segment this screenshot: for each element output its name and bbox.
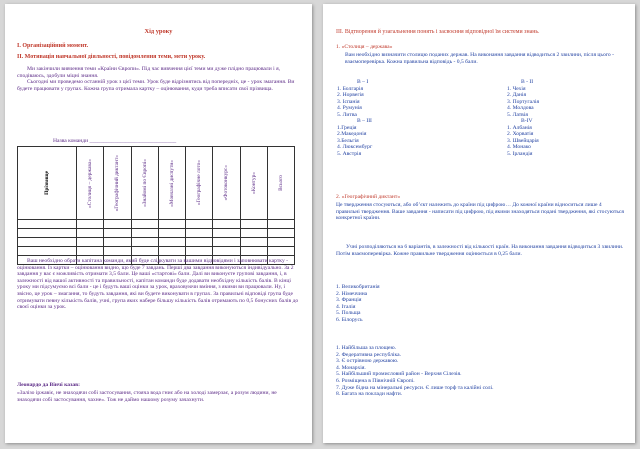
task1-title: 1. «Столиця – держава» (336, 44, 393, 50)
heading-section-3: ІІІ. Відтворення й узагальнення понять і засвоєння відповідної їм системи знань. (336, 29, 540, 35)
col-header: Всього (277, 175, 284, 191)
page-left (5, 4, 312, 443)
heading-organizational: І. Організаційний момент. (17, 43, 89, 49)
quote-text: «Залізо іржавіє, не знаходячи собі застосування, стояча вода гниє або на холоді замерзає, а розум людини, не знаходячи собі застосування, чахне». Тож не даймо нашому розуму зачахнути. (17, 390, 277, 403)
statements-list: 1. Найбільша за площею. 2. Федеративна республіка. 3. Є острівною державою. 4. Монархія. 5. Найбільший промисловий район - Верхня Сілезія. 6. Розміщена в Північній Європі. 7. Дуже бідна на мінеральні ресурси. Є лише торф та калійні солі. 8. Багата на поклади нафти. (336, 345, 494, 398)
heading-motivation: ІІ. Мотивація навчальної діяльності, повідомлення теми, мети уроку. (17, 54, 206, 60)
col-header: «Мовчазні диспути» (168, 159, 175, 207)
page-right (323, 4, 635, 443)
countries-list: 1. Великобританія 2. Німеччина 3. Франція 4. Італія 5. Польща 6. Білорусь (336, 284, 380, 323)
task2-description-2: Учні розподіляються на 6 варіантів, в залежності від кількості країн. На виконання завдання відводиться 3 хвилини. Потім взаємоперевірка. Кожне правильне твердження оцінюється в 0,25 бали. (336, 244, 624, 257)
col-header: «Знайомі по Європі» (141, 159, 148, 207)
variant-2: В - ІІ 1. Чехія 2. Данія 3. Португалія 4. Молдова 5. Латвія (507, 79, 540, 118)
lesson-title: Хід уроку (144, 28, 173, 35)
table-row (18, 238, 295, 247)
instructions-paragraph: Ваш необхідно обрати капітана команди, який буде слідкувати за вашими відповідями і заповнювати картку - оцінювання. Із картки – оцінювання видно, що буде 7 завдань. Перші два завдання виконуються індивідуально. За 2 завдання у вас є можливість отримати 3,5 бали. Це ваші «стартові» бали. Далі ви виконуєте групові завдання, і, в залежності від вашої активності та правильності, капітан команди буде додавати необхідну кількість балів. В кінці уроку ми підсумуємо всі бали - це і будуть ваші оцінки за урок, враховуючи вміння, з якими ви працювали. Ну, і звісно, це урок – змагання, то будуть завдання, які ви будете виконувати в групах. За правильні відповіді група буде отримувати певну кількість балів, учні, група яких набере більшу кількість балів отримають по 0,5 бонусних балів до своєї оцінки за урок. (17, 258, 299, 311)
col-header: Прізвище (44, 171, 50, 195)
task2-description: Це твердження стосуються, або об’єкт належить до країни під цифрою… До кожної країни відноситься лише 4 правильні твердження. Ваше завдання - написати під цифрою, під якими знаходяться подані твердження, які стосуються конкретної країни. (336, 202, 624, 222)
variant-1: В – І 1. Болгарія 2. Норвегія 3. Іспанія 4. Румунія 5. Литва (337, 79, 369, 118)
task2-title: 2. «Географічний диктант» (336, 194, 401, 200)
leonardo-heading: Леонардо да Вінчі казав: (17, 382, 80, 388)
variant-4: В-IV 1. Албанія 2. Хорватія 3. Швейцарія 4. Монако 5. Ірландія (507, 118, 539, 157)
intro-text: Ми закінчили вивчення теми «Країни Європи». Під час вивчення цієї теми ми дуже плідно працювали і я, сподіваюсь, здобули міцні знання. Сьогодні ми проведемо останній урок з цієї теми. Урок буде відрізнятись від попередніх, це - урок змагання. Ви будете працювати у групах. Кожна група отримала картку – оцінювання, куди треба вписати свої прізвища. (17, 66, 295, 92)
table-row (18, 220, 295, 229)
variant-3: В – ІІІ 1.Греція 2.Македонія 3.Бельгія 4. Люксембург 5. Австрія (337, 118, 373, 157)
team-name-label: Назва команди _______________________________ (53, 138, 177, 144)
table-row (18, 229, 295, 238)
col-header: «Географічний диктант» (114, 154, 121, 212)
col-header: «Контур» (250, 172, 257, 194)
table-row (18, 247, 295, 256)
col-header: «Столиця – держава» (87, 158, 94, 208)
score-card-table (17, 146, 295, 265)
col-header: «Фотоконкурс» (223, 165, 230, 201)
task1-description: Вам необхідно визначити столицю поданих держав. На виконання завдання відводиться 2 хвилини, після цього - взаємоперевірка. Кожна правильна відповідь - 0,5 бали. (345, 52, 614, 65)
col-header: «Географічне лото» (196, 160, 203, 206)
